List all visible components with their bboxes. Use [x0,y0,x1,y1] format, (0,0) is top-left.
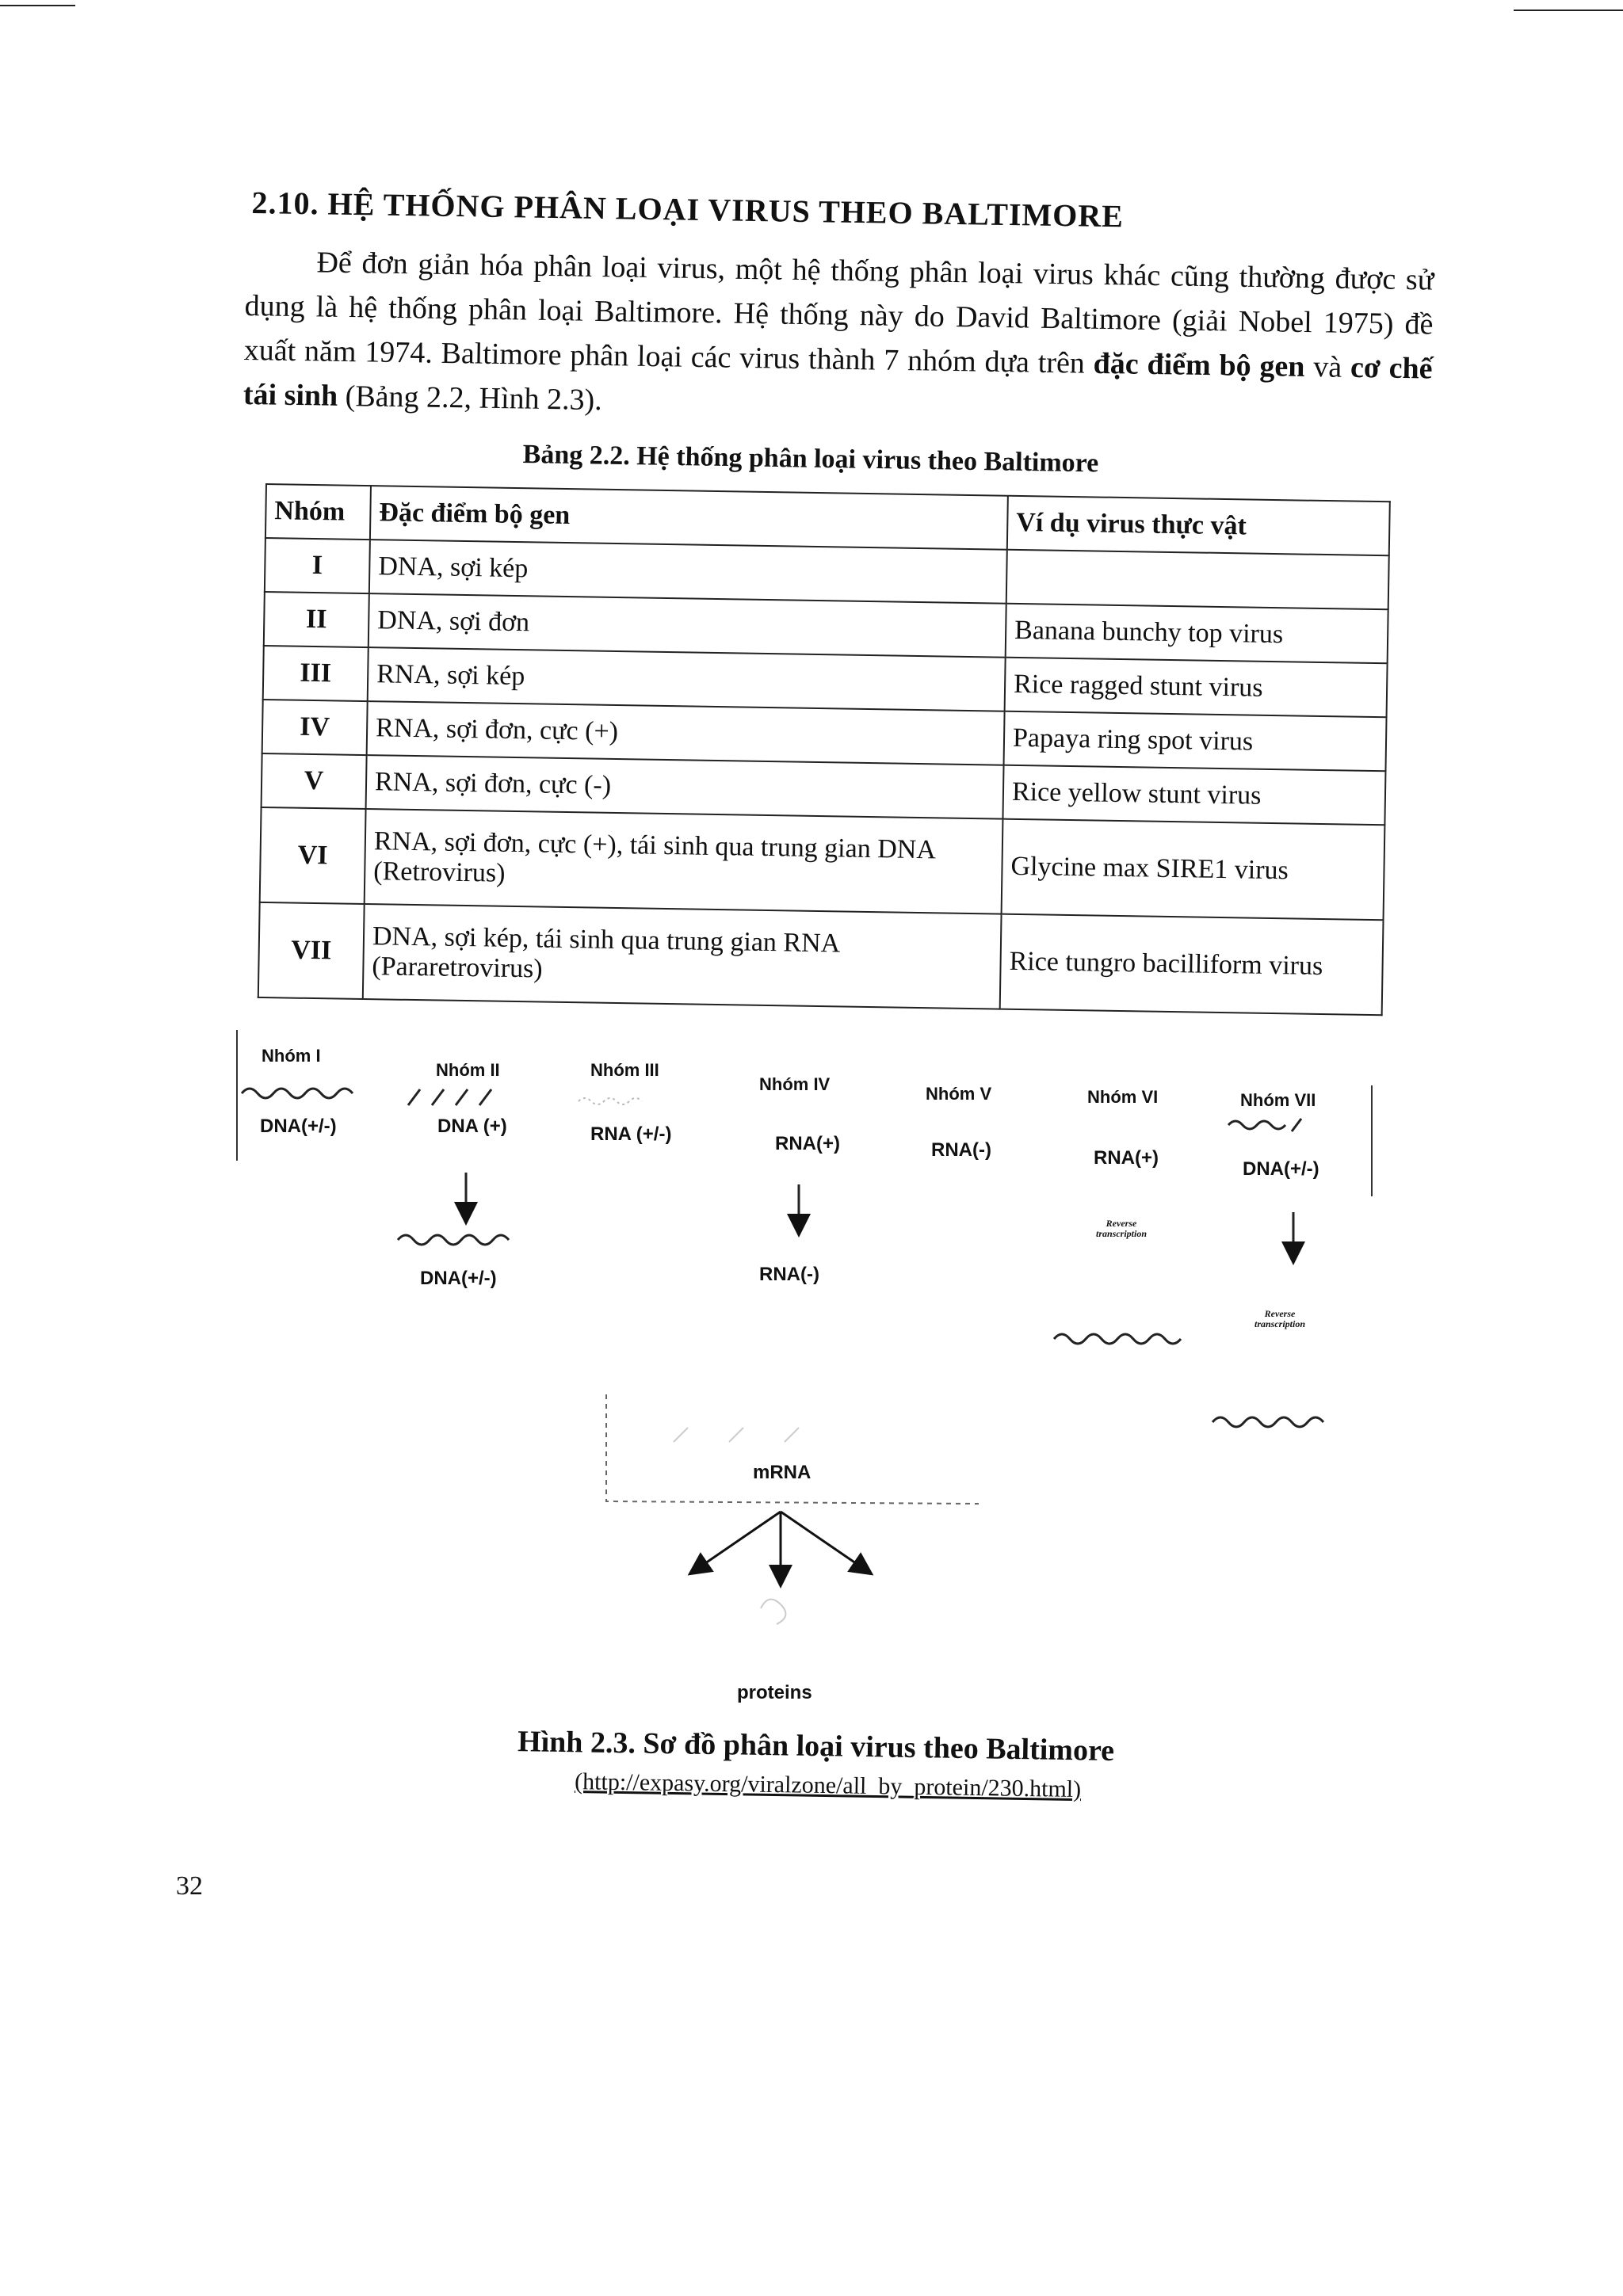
group-2-intermediate: DNA(+/-) [420,1268,497,1289]
cell-group: VI [260,807,366,904]
paragraph-bold-replication: cơ chế tái sinh [242,350,1433,413]
group-3-type: RNA (+/-) [590,1123,672,1145]
group-7-label: Nhóm VII [1240,1090,1316,1110]
cell-group: III [263,646,369,701]
cell-example: Banana bunchy top virus [1006,604,1388,664]
mrna-label: mRNA [753,1462,812,1483]
cell-group: IV [262,700,368,755]
cell-group: V [262,753,367,809]
intro-paragraph [242,239,1434,436]
protein-icon [761,1600,785,1624]
header-group: Nhóm [265,484,371,540]
figure-caption: Hình 2.3. Sơ đồ phân loại virus theo Baltimore [517,1725,1115,1768]
mrna-strand-icon [674,1428,799,1442]
dsdna-strand-icon [242,1089,353,1098]
cell-example: Rice tungro bacilliform virus [1000,914,1384,1016]
group-6-type: RNA(+) [1094,1147,1159,1169]
cell-example: Glycine max SIRE1 virus [1002,819,1385,921]
group-4-intermediate: RNA(-) [759,1264,819,1285]
cell-genome: DNA, sợi kép [369,540,1007,604]
group7-strand-icon [1228,1119,1301,1131]
paragraph-text: Để đơn giản hóa phân loại virus, một hệ thống phân loại virus khác cũng thường được sử dụng là hệ thống phân loại Baltimore. Hệ thống này do David Baltimore (giải Nobel 1975) đề xuất năm 1974. Baltimore phân loại các virus thành 7 nhóm dựa trên [243,246,1434,380]
figure-source-link[interactable]: (http://expasy.org/viralzone/all_by_protein/230.html) [574,1768,1082,1803]
group-1-type: DNA(+/-) [260,1116,337,1137]
group-6-note: Reverse transcription [1095,1218,1148,1239]
group-7-type: DNA(+/-) [1243,1158,1319,1180]
cell-genome: RNA, sợi đơn, cực (+), tái sinh qua trung gian DNA (Retrovirus) [365,809,1003,914]
paragraph-and: và [1312,350,1342,384]
page-number: 32 [176,1871,203,1901]
cell-example: Rice ragged stunt virus [1005,658,1388,718]
group-4-label: Nhóm IV [759,1074,831,1094]
paragraph-ref: (Bảng 2.2, Hình 2.3). [345,379,603,418]
dsrna-strand-icon [579,1098,642,1104]
scan-edge-line-left [0,5,75,6]
proteins-label: proteins [737,1682,812,1703]
group-2-label: Nhóm II [436,1060,500,1080]
cell-genome: RNA, sợi đơn, cực (+) [367,701,1005,765]
cell-example: Papaya ring spot virus [1004,711,1387,772]
cell-group: VII [258,902,365,999]
group-3-label: Nhóm III [590,1060,659,1080]
protein-arrow-right [781,1512,864,1569]
mrna-box [606,1394,979,1504]
cell-example [1006,550,1389,610]
header-example: Ví dụ virus thực vật [1007,496,1390,556]
cell-group: I [265,538,370,593]
group2-dsdna-icon [398,1235,509,1245]
table-row [258,902,1384,1015]
ssdna-strand-icon [408,1089,491,1105]
protein-arrow-left [697,1512,781,1569]
group-5-type: RNA(-) [931,1139,991,1161]
group6-dsdna-icon [1054,1334,1181,1344]
table-caption: Bảng 2.2. Hệ thống phân loại virus theo Baltimore [522,440,1099,479]
group-4-type: RNA(+) [775,1133,840,1154]
group7-dsdna-icon [1212,1417,1323,1427]
baltimore-table [258,483,1391,1016]
group-1-label: Nhóm I [262,1046,321,1066]
baltimore-diagram [230,1030,1387,1743]
group-6-label: Nhóm VI [1087,1087,1159,1107]
header-genome: Đặc điểm bộ gen [370,486,1008,550]
cell-example: Rice yellow stunt virus [1002,765,1385,826]
cell-group: II [264,592,369,647]
table-row [260,807,1385,920]
group-7-note: Reverse transcription [1254,1308,1306,1329]
group-2-type: DNA (+) [437,1116,507,1137]
cell-genome: RNA, sợi kép [368,647,1006,711]
scan-edge-line-right [1514,10,1623,11]
section-heading: 2.10. HỆ THỐNG PHÂN LOẠI VIRUS THEO BALTIMORE [251,184,1125,235]
group-5-label: Nhóm V [926,1084,992,1104]
cell-genome: DNA, sợi đơn [369,593,1006,658]
cell-genome: RNA, sợi đơn, cực (-) [366,755,1004,819]
paragraph-bold-genome: đặc điểm bộ gen [1093,346,1305,384]
cell-genome: DNA, sợi kép, tái sinh qua trung gian RNA (Pararetrovirus) [363,904,1002,1009]
